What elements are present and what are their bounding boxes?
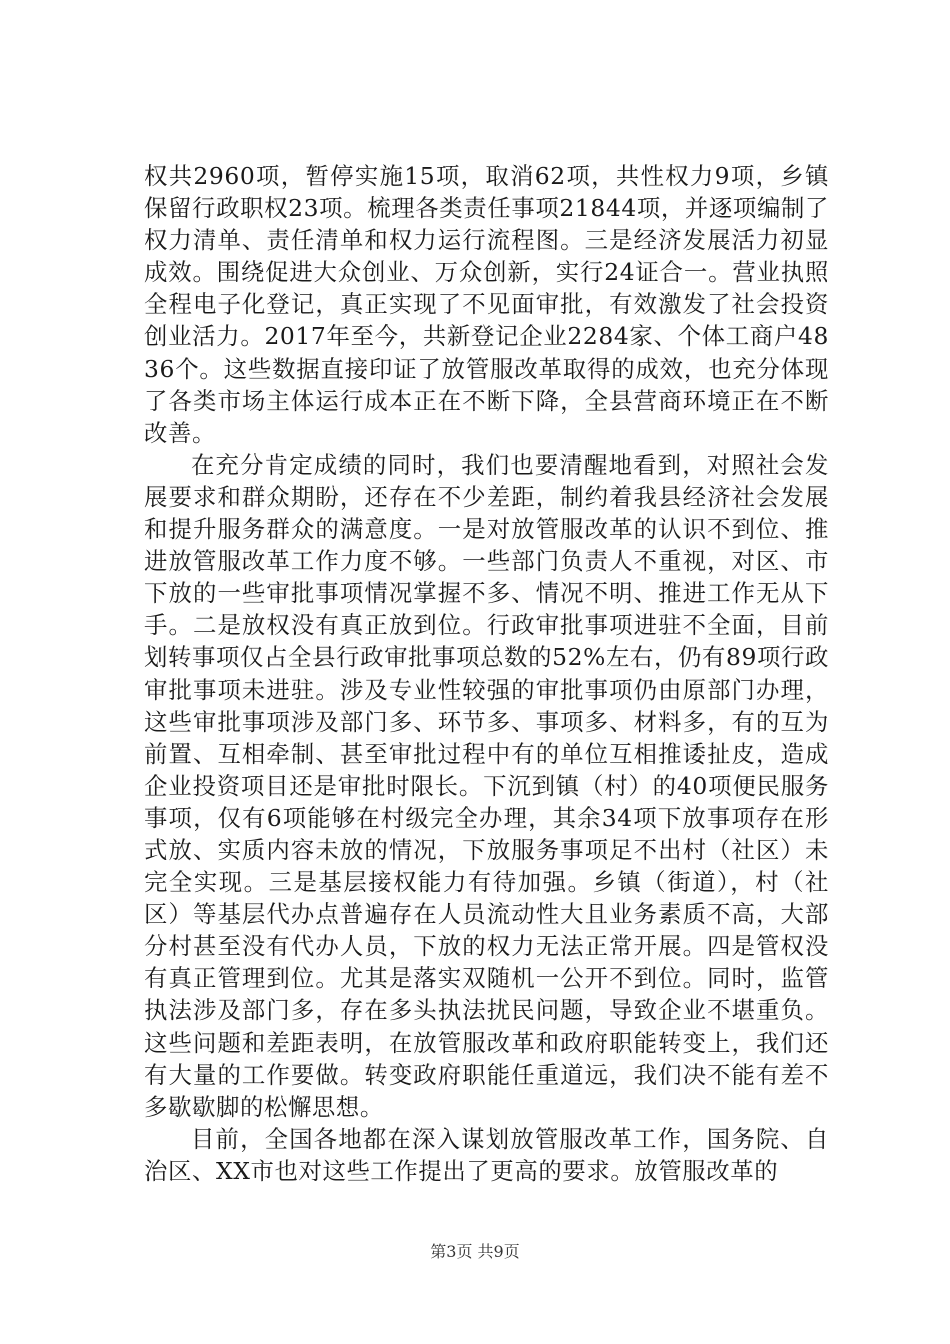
document-body [144,160,829,1187]
paragraph-2: 在充分肯定成绩的同时，我们也要清醒地看到，对照社会发展要求和群众期盼，还存在不少差距，制约着我县经济社会发展和提升服务群众的满意度。一是对放管服改革的认识不到位、推进放管服改革工作力度不够。一些部门负责人不重视，对区、市下放的一些审批事项情况掌握不多、情况不明、推进工作无从下手。二是放权没有真正放到位。行政审批事项进驻不全面，目前划转事项仅占全县行政审批事项总数的52%左右，仍有89项行政审批事项未进驻。涉及专业性较强的审批事项仍由原部门办理，这些审批事项涉及部门多、环节多、事项多、材料多，有的互为前置、互相牵制、甚至审批过程中有的单位互相推诿扯皮，造成企业投资项目还是审批时限长。下沉到镇（村）的40项便民服务事项，仅有6项能够在村级完全办理，其余34项下放事项存在形式放、实质内容未放的情况，下放服务事项足不出村（社区）未完全实现。三是基层接权能力有待加强。乡镇（街道），村（社区）等基层代办点普遍存在人员流动性大且业务素质不高，大部分村甚至没有代办人员，下放的权力无法正常开展。四是管权没有真正管理到位。尤其是落实双随机一公开不到位。同时，监管执法涉及部门多，存在多头执法扰民问题，导致企业不堪重负。这些问题和差距表明，在放管服改革和政府职能转变上，我们还有大量的工作要做。转变政府职能任重道远，我们决不能有差不多歇歇脚的松懈思想。 [144,450,829,1121]
page-number-label: 第3页 共9页 [430,1242,520,1261]
page-footer [0,1242,950,1262]
paragraph-1: 权共2960项，暂停实施15项，取消62项，共性权力9项，乡镇保留行政职权23项。梳理各类责任事项21844项，并逐项编制了权力清单、责任清单和权力运行流程图。三是经济发展活力初显成效。围绕促进大众创业、万众创新，实行24证合一。营业执照全程电子化登记，真正实现了不见面审批，有效激发了社会投资创业活力。2017年至今，共新登记企业2284家、个体工商户4836个。这些数据直接印证了放管服改革取得的成效，也充分体现了各类市场主体运行成本正在不断下降，全县营商环境正在不断改善。 [144,162,829,447]
paragraph-3: 目前，全国各地都在深入谋划放管服改革工作，国务院、自治区、XX市也对这些工作提出了更高的要求。放管服改革的 [144,1124,829,1185]
